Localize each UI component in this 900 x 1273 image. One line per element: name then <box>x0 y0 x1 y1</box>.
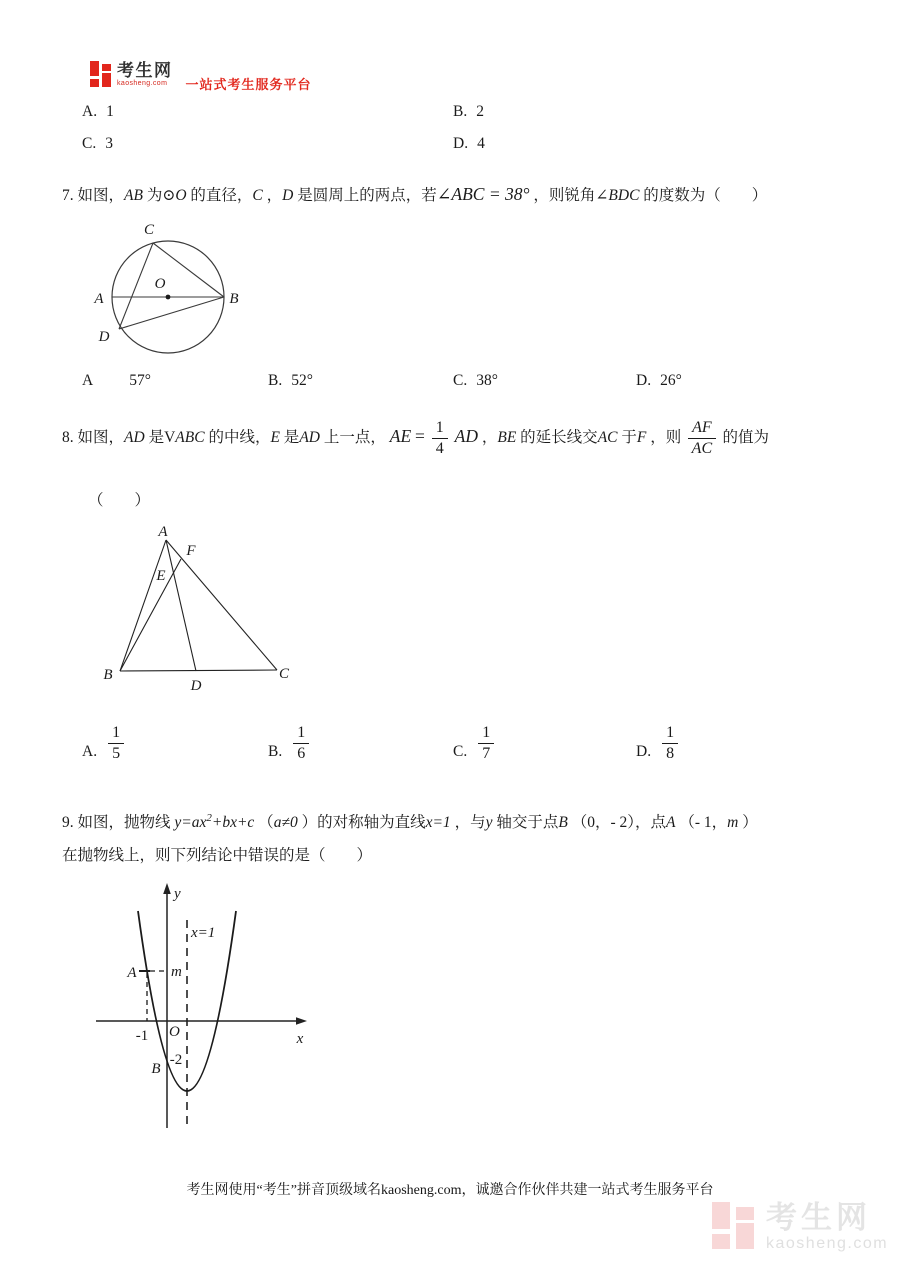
fraction-one-quarter: $\frac{1}{4}$ <box>432 419 448 457</box>
watermark-domain: kaosheng.com <box>766 1235 889 1252</box>
label-A: A <box>158 524 168 540</box>
label-A: A <box>94 291 104 307</box>
label-B: B <box>103 667 113 683</box>
chord-DB <box>119 297 224 329</box>
label-neg2: -2 <box>169 1052 183 1068</box>
brand-domain: kaosheng.com <box>117 80 168 87</box>
header-logo <box>90 61 312 93</box>
label-E: E <box>156 568 166 584</box>
question-8-text: 8. 如图，AD 是VABC 的中线，E 是AD 上一点， AE = $\frac{1}{4}$ AD ，BE 的延长线交AC 于F ，则 $\frac{AF}{AC}$ 的值为 <box>62 419 770 457</box>
option-b: B. 2 <box>453 103 484 120</box>
side-BC <box>120 670 277 671</box>
q8-option-b: B. $\frac{1}{6}$ <box>268 724 312 762</box>
option-a: A. 1 <box>82 103 114 120</box>
question-8-number: 8. <box>62 429 74 446</box>
watermark-brand: 考生网 <box>766 1200 871 1235</box>
line-BF <box>120 559 181 671</box>
x-axis-arrow <box>296 1017 307 1025</box>
q8-option-d: D. $\frac{1}{8}$ <box>636 724 681 762</box>
q7-option-c: C. 38° <box>453 372 498 389</box>
watermark-logo-icon <box>712 1202 758 1250</box>
label-B: B <box>229 291 239 307</box>
label-D: D <box>190 678 202 694</box>
label-y: y <box>174 886 181 902</box>
label-x-equals-1: x=1 <box>191 925 216 941</box>
side-AB <box>120 540 166 671</box>
kaosheng-logo-icon <box>90 61 113 88</box>
question-7-text: 7. 如图，AB 为⊙O 的直径，C ，D 是圆周上的两点，若∠ABC = 38° ，则锐角∠BDC 的度数为（ ） <box>62 184 768 204</box>
center-point <box>166 295 171 300</box>
label-F: F <box>186 543 196 559</box>
fraction-AF-AC: $\frac{AF}{AC}$ <box>688 419 716 457</box>
parabola-figure <box>88 880 318 1138</box>
question-9-text-line2: 在抛物线上，则下列结论中错误的是（ ） <box>62 847 373 864</box>
label-C: C <box>278 666 290 682</box>
chord-CD <box>119 243 153 329</box>
question-7-number: 7. <box>62 187 74 204</box>
option-d: D. 4 <box>453 135 485 152</box>
label-x: x <box>296 1031 304 1047</box>
y-axis-arrow <box>163 883 171 894</box>
label-C: C <box>143 222 155 238</box>
label-O: O <box>154 276 166 292</box>
label-m: m <box>171 964 182 980</box>
q7-option-b: B. 52° <box>268 372 313 389</box>
question-9-number: 9. <box>62 814 74 831</box>
footer-text: 考生网使用“考生”拼音顶级域名kaosheng.com，诚邀合作伙伴共建一站式考生服务平台 <box>186 1183 714 1198</box>
label-neg1: -1 <box>135 1028 149 1044</box>
circle-figure <box>85 219 257 373</box>
label-D: D <box>98 329 110 345</box>
question-9-text-line1: 9. 如图，抛物线 $y=ax^2+bx+c$ （a≠0 ）的对称轴为直线x=1 ，与y 轴交于点B （0，- 2），点A （- 1，m ） <box>62 812 758 831</box>
q7-option-d: D. 26° <box>636 372 682 389</box>
q8-option-a: A. $\frac{1}{5}$ <box>82 724 127 762</box>
label-B: B <box>151 1061 161 1077</box>
triangle-figure <box>95 524 295 700</box>
q7-option-a: A 57° <box>82 372 151 389</box>
watermark <box>712 1202 888 1253</box>
side-AC <box>166 540 277 670</box>
label-A: A <box>127 965 137 981</box>
option-c: C. 3 <box>82 135 113 152</box>
brand-tagline: 一站式考生服务平台 <box>185 77 312 92</box>
brand-name: 考生网 <box>117 61 173 80</box>
q8-answer-paren: （ ） <box>88 492 151 509</box>
label-O: O <box>169 1024 180 1040</box>
q8-option-c: C. $\frac{1}{7}$ <box>453 724 497 762</box>
